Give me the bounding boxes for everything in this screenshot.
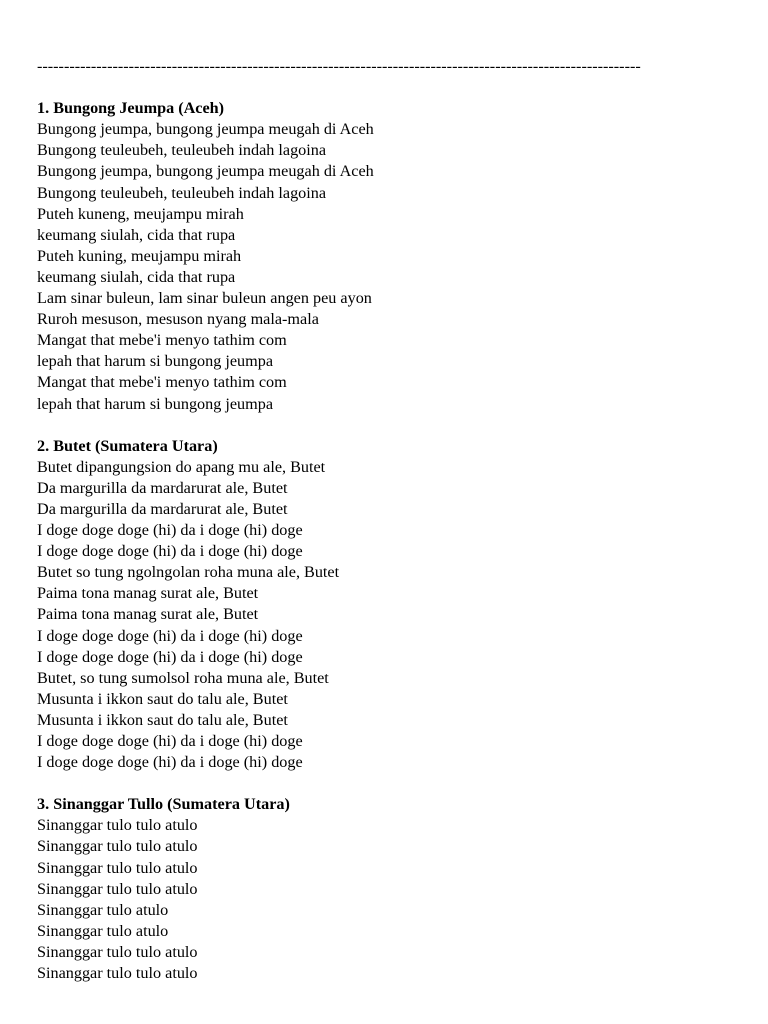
- lyric-line: Bungong teuleubeh, teuleubeh indah lagoina: [37, 141, 327, 160]
- song-title: 1. Bungong Jeumpa (Aceh): [37, 99, 225, 118]
- lyric-line: Puteh kuning, meujampu mirah: [37, 246, 242, 265]
- lyric-line: Musunta i ikkon saut do talu ale, Butet: [37, 710, 288, 729]
- lyric-line: Puteh kuneng, meujampu mirah: [37, 204, 244, 223]
- lyric-line: Sinanggar tulo tulo atulo: [37, 879, 198, 898]
- lyric-line: Sinanggar tulo tulo atulo: [37, 858, 198, 877]
- lyric-line: Musunta i ikkon saut do talu ale, Butet: [37, 689, 288, 708]
- lyric-line: I doge doge doge (hi) da i doge (hi) doge: [37, 732, 303, 750]
- lyric-line: Sinanggar tulo tulo atulo: [37, 942, 198, 961]
- lyric-line: I doge doge doge (hi) da i doge (hi) doge: [37, 626, 303, 645]
- separator-line: ----------------------------------------------------------------------------------------------------------------: [37, 57, 641, 75]
- lyric-line: I doge doge doge (hi) da i doge (hi) doge: [37, 521, 303, 540]
- lyric-line: lepah that harum si bungong jeumpa: [37, 352, 274, 371]
- song-title: 2. Butet (Sumatera Utara): [37, 436, 218, 455]
- lyric-line: I doge doge doge (hi) da i doge (hi) doge: [37, 753, 303, 772]
- lyric-line: Bungong jeumpa, bungong jeumpa meugah di Aceh: [37, 120, 374, 139]
- song-section: [37, 98, 737, 414]
- lyric-line: keumang siulah, cida that rupa: [37, 267, 236, 286]
- lyric-line: Mangat that mebe'i menyo tathim com: [37, 373, 287, 392]
- spacer: [37, 77, 737, 98]
- spacer: [37, 773, 737, 794]
- song-section: [37, 436, 737, 774]
- lyric-line: I doge doge doge (hi) da i doge (hi) doge: [37, 647, 303, 666]
- lyric-line: Da margurilla da mardarurat ale, Butet: [37, 499, 288, 518]
- lyric-line: Ruroh mesuson, mesuson nyang mala-mala: [37, 310, 319, 329]
- lyric-line: Paima tona manag surat ale, Butet: [37, 584, 259, 603]
- lyric-line: I doge doge doge (hi) da i doge (hi) doge: [37, 542, 303, 561]
- lyric-line: Lam sinar buleun, lam sinar buleun angen peu ayon: [37, 289, 372, 308]
- lyric-line: Sinanggar tulo tulo atulo: [37, 964, 198, 983]
- lyric-line: Da margurilla da mardarurat ale, Butet: [37, 478, 288, 497]
- lyric-line: Paima tona manag surat ale, Butet: [37, 605, 259, 624]
- song-title: 3. Sinanggar Tullo (Sumatera Utara): [37, 795, 290, 814]
- lyric-line: Bungong jeumpa, bungong jeumpa meugah di Aceh: [37, 162, 374, 181]
- lyric-line: Sinanggar tulo atulo: [37, 900, 169, 919]
- lyric-line: Butet, so tung sumolsol roha muna ale, Butet: [37, 668, 329, 687]
- lyric-line: keumang siulah, cida that rupa: [37, 225, 236, 244]
- lyric-line: Bungong teuleubeh, teuleubeh indah lagoina: [37, 183, 327, 202]
- lyric-line: Sinanggar tulo tulo atulo: [37, 837, 198, 856]
- lyric-line: Butet dipangungsion do apang mu ale, Butet: [37, 457, 326, 476]
- song-section: [37, 794, 737, 984]
- song-list: [37, 98, 737, 984]
- lyric-line: Sinanggar tulo atulo: [37, 921, 169, 940]
- lyric-line: Butet so tung ngolngolan roha muna ale, Butet: [37, 563, 340, 582]
- lyric-line: Mangat that mebe'i menyo tathim com: [37, 331, 287, 350]
- spacer: [37, 415, 737, 436]
- lyric-line: Sinanggar tulo tulo atulo: [37, 816, 198, 835]
- lyric-line: lepah that harum si bungong jeumpa: [37, 394, 274, 413]
- document-page: [37, 56, 737, 984]
